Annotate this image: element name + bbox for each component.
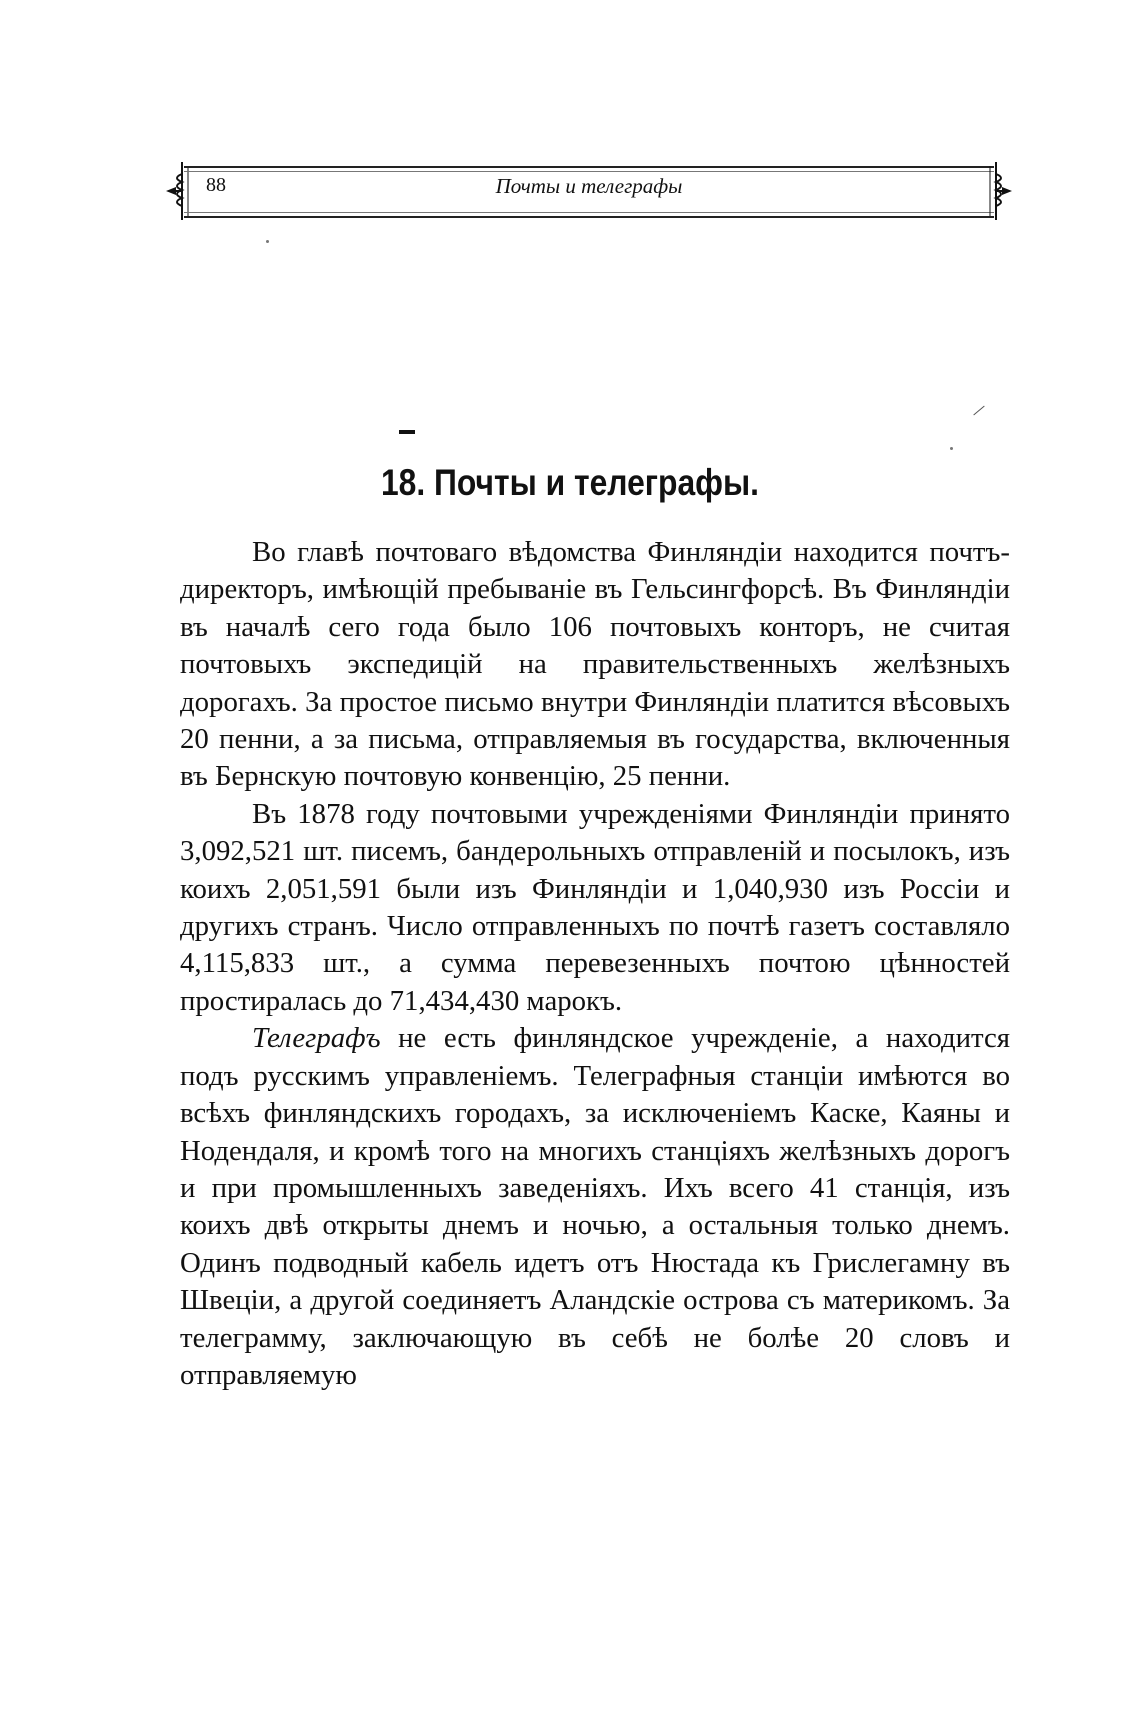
paragraph-3 bbox=[180, 1020, 1010, 1394]
page-number: 88 bbox=[206, 174, 226, 196]
speck bbox=[266, 240, 269, 243]
paragraph-2: Въ 1878 году почтовыми учрежденіями Финляндіи принято 3,092,521 шт. писемъ, бандерольныхъ отправленій и посылокъ, изъ коихъ 2,051,591 были изъ Финляндіи и 1,040,930 изъ Россіи и другихъ странъ. Число отправленныхъ по почтѣ газетъ составляло 4,115,833 шт., а сумма перевезенныхъ почтою цѣнностей простиралась до 71,434,430 марокъ. bbox=[180, 797, 1010, 1017]
right-ornament-icon bbox=[976, 160, 1016, 222]
stray-dash-mark bbox=[399, 430, 415, 434]
body-text bbox=[180, 534, 1010, 1394]
paragraph-3-text: не есть финляндское учрежденіе, а находится подъ русскимъ управленіемъ. Телеграфныя станціи имѣются во всѣхъ финляндскихъ городахъ, за исключеніемъ Каске, Каяны и Нодендаля, и кромѣ того на многихъ станціяхъ желѣзныхъ дорогъ и при промышленныхъ заведеніяхъ. Ихъ всего 41 станція, изъ коихъ двѣ открыты днемъ и ночью, а остальныя только днемъ. Одинъ подводный кабель идетъ отъ Нюстада къ Грислегамну въ Швеціи, а другой соединяетъ Аландскіе острова съ материкомъ. За телеграмму, заключающую въ себѣ не болѣе 20 словъ и отправляемую bbox=[180, 1022, 1010, 1391]
running-title: Почты и телеграфы bbox=[495, 174, 683, 198]
chapter-title: 18. Почты и телеграфы. bbox=[380, 462, 760, 503]
paragraph-1: Во главѣ почтоваго вѣдомства Финляндіи находится почтъ-директоръ, имѣющій пребываніе въ Гельсингфорсѣ. Въ Финляндіи въ началѣ сего года было 106 почтовыхъ конторъ, не считая почтовыхъ экспедицій на правительственныхъ желѣзныхъ дорогахъ. За простое письмо внутри Финляндіи платится вѣсовыхъ 20 пенни, а за письма, отправляемыя въ государства, включенныя въ Бернскую почтовую конвенцію, 25 пенни. bbox=[180, 536, 1010, 793]
speck bbox=[950, 447, 953, 450]
italic-term: Телеграфъ bbox=[252, 1022, 381, 1055]
running-header bbox=[162, 160, 1016, 222]
stray-tick-mark bbox=[973, 406, 984, 416]
